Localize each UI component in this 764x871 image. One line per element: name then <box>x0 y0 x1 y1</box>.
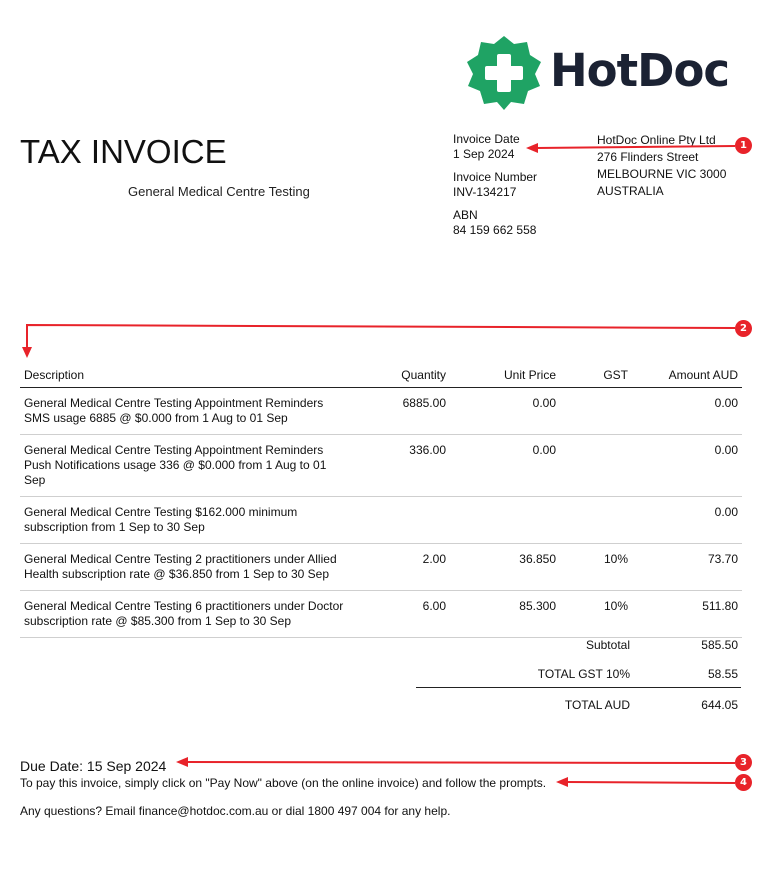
arrowhead-3 <box>176 757 188 767</box>
table-row <box>20 435 742 497</box>
col-unit-price: Unit Price <box>450 363 560 388</box>
row-amount: 511.80 <box>632 591 742 638</box>
row-description: General Medical Centre Testing 2 practitioners under Allied Health subscription rate @ $36.850 from 1 Sep to 30 Sep <box>20 544 350 591</box>
line-items-table <box>20 363 742 638</box>
annotation-marker-4: 4 <box>735 774 752 791</box>
page-title: TAX INVOICE <box>20 133 227 170</box>
annotation-marker-3: 3 <box>735 754 752 771</box>
row-quantity: 6885.00 <box>350 388 450 435</box>
row-unit-price: 0.00 <box>450 388 560 435</box>
pay-instructions: To pay this invoice, simply click on "Pay Now" above (on the online invoice) and follow the prompts. <box>20 776 547 790</box>
row-gst <box>560 497 632 544</box>
col-gst: GST <box>560 363 632 388</box>
annotation-arrow-4 <box>566 782 735 783</box>
abn-label: ABN <box>453 208 478 222</box>
row-amount: 0.00 <box>632 497 742 544</box>
row-description: General Medical Centre Testing Appointment Reminders SMS usage 6885 @ $0.000 from 1 Aug to 01 Sep <box>20 388 350 435</box>
annotation-arrow-3 <box>186 762 735 763</box>
invoice-date: 1 Sep 2024 <box>453 147 515 161</box>
annotation-arrow-2 <box>27 325 735 350</box>
row-unit-price <box>450 497 560 544</box>
issuer-name: HotDoc Online Pty Ltd <box>597 133 716 147</box>
row-unit-price: 85.300 <box>450 591 560 638</box>
total-label: TOTAL AUD <box>564 698 630 712</box>
row-amount: 0.00 <box>632 388 742 435</box>
col-description: Description <box>20 363 350 388</box>
totals-divider <box>416 687 741 688</box>
arrowhead-4 <box>556 777 568 787</box>
arrowhead-1 <box>526 143 538 153</box>
col-amount: Amount AUD <box>632 363 742 388</box>
annotation-marker-1: 1 <box>735 137 752 154</box>
customer-name: General Medical Centre Testing <box>128 184 310 199</box>
row-gst: 10% <box>560 544 632 591</box>
subtotal-label: Subtotal <box>585 638 630 652</box>
row-quantity <box>350 497 450 544</box>
issuer-city: MELBOURNE VIC 3000 <box>597 167 727 181</box>
due-date: Due Date: 15 Sep 2024 <box>20 758 167 774</box>
table-row <box>20 544 742 591</box>
row-description: General Medical Centre Testing Appointment Reminders Push Notifications usage 336 @ $0.000 from 1 Aug to 01 Sep <box>20 435 350 497</box>
row-description: General Medical Centre Testing 6 practitioners under Doctor subscription rate @ $85.300 from 1 Sep to 30 Sep <box>20 591 350 638</box>
hotdoc-logo <box>466 36 741 110</box>
hotdoc-badge-icon <box>466 36 542 110</box>
brand-name: HotDoc <box>550 44 730 97</box>
abn-value: 84 159 662 558 <box>453 223 537 237</box>
invoice-number: INV-134217 <box>453 185 517 199</box>
row-quantity: 336.00 <box>350 435 450 497</box>
row-description: General Medical Centre Testing $162.000 minimum subscription from 1 Sep to 30 Sep <box>20 497 350 544</box>
subtotal-value: 585.50 <box>701 638 738 652</box>
issuer-address <box>597 132 726 200</box>
row-unit-price: 36.850 <box>450 544 560 591</box>
issuer-country: AUSTRALIA <box>597 184 664 198</box>
arrowhead-2 <box>22 347 32 358</box>
table-row <box>20 591 742 638</box>
annotation-marker-2: 2 <box>735 320 752 337</box>
table-header-row <box>20 363 742 388</box>
invoice-number-label: Invoice Number <box>453 170 538 184</box>
questions-note: Any questions? Email finance@hotdoc.com.au or dial 1800 497 004 for any help. <box>20 804 451 818</box>
table-row <box>20 497 742 544</box>
row-quantity: 2.00 <box>350 544 450 591</box>
col-quantity: Quantity <box>350 363 450 388</box>
row-gst <box>560 435 632 497</box>
row-unit-price: 0.00 <box>450 435 560 497</box>
row-gst <box>560 388 632 435</box>
table-row <box>20 388 742 435</box>
issuer-street: 276 Flinders Street <box>597 150 699 164</box>
row-quantity: 6.00 <box>350 591 450 638</box>
gst-value: 58.55 <box>707 667 738 681</box>
invoice-date-label: Invoice Date <box>453 132 520 146</box>
row-amount: 0.00 <box>632 435 742 497</box>
gst-label: TOTAL GST 10% <box>537 667 630 681</box>
row-gst: 10% <box>560 591 632 638</box>
total-value: 644.05 <box>701 698 738 712</box>
row-amount: 73.70 <box>632 544 742 591</box>
